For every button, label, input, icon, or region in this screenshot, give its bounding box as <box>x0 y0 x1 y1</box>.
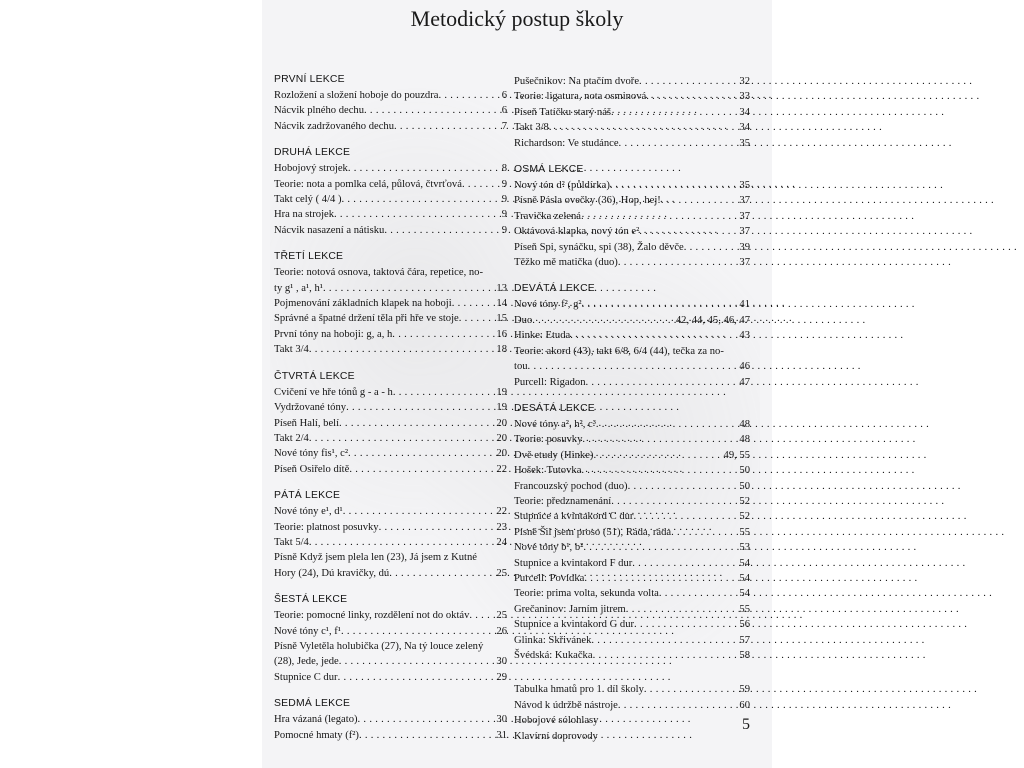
toc-entry-text: Píseň Halí, belí <box>274 417 340 429</box>
toc-entry-page: 37 <box>739 210 750 222</box>
toc-entry-text: Teorie: pomocné linky, rozdělení not do oktáv <box>274 610 470 622</box>
toc-entry <box>274 88 507 103</box>
toc-entry-text: Písně Vyletěla holubička (27), Na tý louce zelený <box>274 640 484 652</box>
section-heading: PÁTÁ LEKCE <box>274 490 341 502</box>
toc-entry-page: 57 <box>739 634 750 646</box>
toc-entry-text: Stupnice a kvintakord G dur <box>514 619 635 631</box>
toc-entry <box>274 712 507 727</box>
dot-leader <box>462 177 502 192</box>
toc-entry-page: 58 <box>739 650 750 661</box>
toc-entry-text: Nový tón d² (půldírka) <box>514 180 610 192</box>
dot-leader <box>392 327 496 342</box>
toc-entry-text: Nové tóny f², g² <box>514 299 582 311</box>
dot-leader <box>438 88 501 103</box>
toc-entry-page: 54 <box>739 572 750 584</box>
toc-entry <box>514 571 750 586</box>
toc-entry <box>274 566 507 581</box>
dot-leader <box>343 504 497 519</box>
dot-leader <box>639 74 739 89</box>
dot-leader <box>633 509 739 524</box>
toc-section <box>274 594 507 685</box>
toc-entry <box>274 624 507 639</box>
toc-entry <box>514 375 750 390</box>
toc-entry <box>274 342 507 357</box>
toc-entry-text: Stupnice a kvintakord F dur <box>514 557 633 569</box>
dot-leader <box>582 297 740 312</box>
toc-entry-text: Teorie: ligatura, nota osminová <box>514 91 647 103</box>
dot-leader <box>618 255 740 270</box>
section-heading: SEDMÁ LEKCE <box>274 698 351 710</box>
toc-entry <box>514 648 750 663</box>
toc-entry-page: 29 <box>496 671 507 683</box>
toc-entry-text: Návod k údržbě nástroje <box>514 699 618 711</box>
toc-entry-page: 52 <box>739 495 750 507</box>
toc-entry-text: Pomocné hmaty (f²) <box>274 729 359 741</box>
toc-entry-page: 37 <box>739 226 750 238</box>
toc-section <box>274 74 507 134</box>
toc-entry <box>274 119 507 134</box>
toc-entry <box>514 178 750 193</box>
toc-entry-text: Duo <box>514 314 533 326</box>
section-heading: OSMÁ LEKCE <box>514 164 584 176</box>
toc-entry <box>514 120 750 135</box>
toc-entry-text: Stupnice C dur <box>274 671 338 683</box>
toc-entry-text: Hobojové sólohlasy <box>514 715 599 727</box>
toc-entry <box>274 192 507 207</box>
toc-entry-text: Teorie: prima volta, sekunda volta <box>514 588 659 600</box>
toc-section <box>514 283 750 389</box>
toc-entry-text: Hory (24), Dú kravičky, dú <box>274 567 390 579</box>
toc-entry <box>514 224 750 239</box>
toc-entry-page: 52 <box>739 511 750 523</box>
toc-entry-page: 32 <box>739 76 750 87</box>
toc-entry-text: Teorie: akord (43), takt 6/8, 6/4 (44), tečka za no- <box>514 345 724 357</box>
toc-section <box>514 403 750 664</box>
toc-entry-text: Nové tóny c¹, f¹ <box>274 625 341 637</box>
toc-entry <box>274 103 507 118</box>
dot-leader <box>339 654 497 669</box>
toc-entry-page: 35 <box>739 180 750 192</box>
dot-leader <box>581 209 739 224</box>
toc-entry <box>514 602 750 617</box>
toc-entry-page: 35 <box>739 137 750 149</box>
toc-entry-page: 50 <box>739 480 750 492</box>
toc-entry-text: Švédská: Kukačka <box>514 650 593 661</box>
page-title: Metodický postup školy <box>410 6 624 31</box>
section-heading: DEVÁTÁ LEKCE <box>514 283 595 295</box>
dot-leader <box>346 400 496 415</box>
toc-entry-page: 60 <box>739 699 750 711</box>
toc-entry-page: 31 <box>496 729 507 741</box>
toc-entry-page: 18 <box>496 344 507 356</box>
toc-entry-text: Pušečnikov: Na ptačím dvoře <box>514 76 640 87</box>
toc-entry-text: Takt 5/4 <box>274 536 309 548</box>
toc-entry <box>514 105 750 120</box>
toc-entry <box>514 540 750 555</box>
toc-entry-text: Těžko mě matička (duo) <box>514 257 618 269</box>
dot-leader <box>661 193 740 208</box>
toc-entry-text: tou <box>514 361 528 373</box>
toc-entry-page: 20 <box>496 432 507 444</box>
toc-entry-text: Hra vázaná (legato) <box>274 714 358 726</box>
dot-leader <box>610 178 740 193</box>
toc-entry-text: Nové tóny fis¹, c² <box>274 448 349 460</box>
dot-leader <box>364 103 502 118</box>
toc-entry-page: 37 <box>739 257 750 269</box>
dot-leader <box>342 192 502 207</box>
toc-entry <box>514 297 750 312</box>
dot-leader <box>309 431 497 446</box>
toc-entry <box>274 670 507 685</box>
toc-entry-page: 43 <box>739 330 750 342</box>
toc-entry-text: Teorie: nota a pomlka celá, půlová, čtvrťová <box>274 178 462 190</box>
toc-entry-page: 19 <box>496 402 507 414</box>
toc-entry-text: Píseň Spi, synáčku, spi (38), Žalo děvče <box>514 241 684 253</box>
toc-entry <box>514 417 750 432</box>
toc-entry-text: Tabulka hmatů pro 1. díl školy <box>514 684 644 696</box>
toc-entry <box>274 281 507 296</box>
toc-entry-page: 13 <box>496 282 507 294</box>
toc-entry-page: 55 <box>739 526 750 538</box>
dot-leader <box>639 224 739 239</box>
toc-entry-page: 50 <box>739 465 750 477</box>
toc-entry-page: 15 <box>496 313 507 325</box>
toc-entry <box>514 448 750 463</box>
toc-entry-page: 49, 55 <box>723 449 750 461</box>
toc-entry-text: Grečaninov: Jarním jitrem <box>514 603 626 615</box>
toc-entry-text: Správné a špatné držení těla při hře ve stoje <box>274 313 459 325</box>
toc-section <box>514 74 750 151</box>
toc-entry-page: 59 <box>739 684 750 696</box>
toc-entry-text: Teorie: notová osnova, taktová čára, repetice, no- <box>274 267 483 279</box>
toc-entry <box>274 327 507 342</box>
toc-entry-text: Hra na strojek <box>274 209 335 221</box>
dot-leader <box>384 223 501 238</box>
toc-entry-page: 25 <box>496 567 507 579</box>
toc-entry-text: Purcell: Rigadon <box>514 376 586 388</box>
toc-entry-text: Teorie: platnost posuvky <box>274 521 379 533</box>
toc-entry <box>274 400 507 415</box>
toc-entry-text: Pojmenování základních klapek na hoboji <box>274 298 452 310</box>
toc-entry-text: Klavírní doprovody <box>514 730 598 742</box>
toc-entry-page: 6 <box>501 90 507 101</box>
dot-leader <box>632 556 739 571</box>
dot-leader <box>394 119 502 134</box>
page-number: 5 <box>742 716 750 733</box>
toc-entry-text: Nácvik zadržovaného dechu <box>274 120 395 132</box>
dot-leader <box>528 359 740 374</box>
toc-entry-page: 7 <box>501 120 507 132</box>
toc-entry <box>514 193 750 208</box>
dot-leader <box>628 479 740 494</box>
toc-entry-page: 20 <box>496 417 507 429</box>
dot-leader <box>323 281 496 296</box>
section-heading: DRUHÁ LEKCE <box>274 147 351 159</box>
dot-leader <box>659 586 740 601</box>
dot-leader <box>452 296 497 311</box>
toc-entry <box>514 463 750 478</box>
toc-entry-text: Hinke: Etuda <box>514 330 571 342</box>
toc-entry-text: Písně Když jsem plela len (23), Já jsem z Kutné <box>274 552 477 564</box>
toc-entry-page: 42, 44, 45, 46, 47 <box>675 314 750 326</box>
dot-leader <box>626 602 740 617</box>
dot-leader <box>586 375 740 390</box>
toc-entry-page: 30 <box>496 656 507 668</box>
dot-leader <box>532 313 676 328</box>
toc-entry-text: Nové tóny e¹, d¹ <box>274 506 343 518</box>
dot-leader <box>309 535 497 550</box>
toc-entry-page: 9 <box>501 209 507 221</box>
toc-entry <box>274 535 507 550</box>
dot-leader <box>582 432 739 447</box>
toc-entry <box>514 209 750 224</box>
dot-leader <box>359 728 496 743</box>
toc-entry <box>514 494 750 509</box>
toc-entry-text: Glinka: Skřivánek <box>514 634 592 646</box>
toc-entry-page: 41 <box>739 299 750 311</box>
dot-leader <box>591 633 739 648</box>
dot-leader <box>469 608 496 623</box>
dot-leader <box>339 416 496 431</box>
toc-entry <box>514 509 750 524</box>
toc-entry-page: 54 <box>739 588 750 600</box>
toc-entry-text: ty g¹ , a¹, h¹ <box>274 282 323 294</box>
toc-entry <box>514 432 750 447</box>
toc-entry <box>514 633 750 648</box>
toc-entry-text: Teorie: posuvky <box>514 434 583 446</box>
toc-entry <box>274 654 507 669</box>
toc-entry-page: 22 <box>496 506 507 518</box>
toc-entry-page: 23 <box>496 521 507 533</box>
toc-entry <box>514 359 750 374</box>
toc-entry <box>274 462 507 477</box>
dot-leader <box>459 311 497 326</box>
toc-entry-text: Stupnice a kvintakord C dur <box>514 511 634 523</box>
toc-entry <box>274 385 507 400</box>
toc-entry <box>514 586 750 601</box>
dot-leader <box>348 446 496 461</box>
toc-entry-text: Cvičení ve hře tónů g - a - h <box>274 386 393 398</box>
toc-entry-page: 30 <box>496 714 507 726</box>
toc-entry-page: 25 <box>496 610 507 622</box>
toc-entry-page: 9 <box>501 194 507 206</box>
toc-entry-text: První tóny na hoboji: g, a, h <box>274 328 393 340</box>
toc-entry <box>274 446 507 461</box>
section-heading: TŘETÍ LEKCE <box>274 251 344 263</box>
toc-entry-page: 47 <box>739 376 750 388</box>
toc-entry-page: 26 <box>496 625 507 637</box>
section-heading: PRVNÍ LEKCE <box>274 74 345 85</box>
toc-entry-page: 54 <box>739 557 750 569</box>
toc-entry-page: 55 <box>739 603 750 615</box>
toc-entry-page: 34 <box>739 106 750 118</box>
dot-leader <box>338 670 497 685</box>
toc-entry-page: 20 <box>496 448 507 460</box>
toc-entry-page: 14 <box>496 298 507 310</box>
toc-entry <box>514 525 750 540</box>
toc-entry-page: 6 <box>501 105 507 117</box>
toc-entry-text: Hobojový strojek <box>274 163 348 175</box>
toc-entry-text: Písně Šil jsem proso (51), Ráda, ráda <box>514 526 672 538</box>
dot-leader <box>309 342 497 357</box>
toc-section <box>274 371 507 477</box>
toc-entry-page: 56 <box>739 619 750 631</box>
toc-entry-text: Richardson: Ve studánce <box>514 137 619 149</box>
toc-section <box>274 251 507 357</box>
toc-entry-text: Takt 3/8 <box>514 122 549 134</box>
toc-entry-text: Píseň Tatíčku starý náš <box>514 106 612 118</box>
toc-entry-text: Nové tóny b¹, b² <box>514 542 584 554</box>
dot-leader <box>358 712 497 727</box>
toc-entry-text: Takt celý ( 4/4 ) <box>274 194 342 206</box>
dot-leader <box>348 161 502 176</box>
toc-section <box>274 147 507 238</box>
toc-entry <box>514 682 750 697</box>
toc-entry-text: Dvě etudy (Hinke) <box>514 449 594 461</box>
toc-entry-page: 46 <box>739 361 750 373</box>
dot-leader <box>619 136 740 151</box>
dot-leader <box>583 540 739 555</box>
dot-leader <box>341 624 496 639</box>
toc-entry-text: Takt 3/4 <box>274 344 309 356</box>
toc-entry <box>514 698 750 713</box>
dot-leader <box>684 240 740 255</box>
section-heading: DESÁTÁ LEKCE <box>514 402 595 414</box>
toc-section <box>514 164 750 270</box>
toc-entry <box>274 161 507 176</box>
dot-leader <box>593 448 723 463</box>
toc-entry <box>514 240 750 255</box>
toc-entry-page: 19 <box>496 386 507 398</box>
dot-leader <box>596 417 740 432</box>
toc-entry-page: 9 <box>501 178 507 190</box>
toc-entry <box>514 136 750 151</box>
toc-section <box>514 682 750 744</box>
toc-entry <box>274 431 507 446</box>
toc-entry <box>514 255 750 270</box>
toc-section <box>274 698 507 743</box>
dot-leader <box>570 328 739 343</box>
dot-leader <box>634 617 739 632</box>
toc-entry-text: Francouzský pochod (duo) <box>514 480 628 492</box>
section-heading: ČTVRTÁ LEKCE <box>274 370 355 382</box>
toc-entry <box>514 89 750 104</box>
toc-entry <box>274 177 507 192</box>
toc-entry-text: Teorie: předznamenání <box>514 495 612 507</box>
dot-leader <box>644 682 740 697</box>
toc-entry <box>514 74 750 89</box>
toc-entry <box>514 556 750 571</box>
toc-entry-page: 37 <box>739 195 750 207</box>
toc-entry-text: Hošek: Tutovka <box>514 465 582 477</box>
dot-leader <box>393 385 497 400</box>
dot-leader <box>379 520 497 535</box>
section-heading: ŠESTÁ LEKCE <box>274 594 348 606</box>
toc-entry-text: Nácvik plného dechu <box>274 105 365 117</box>
toc-entry-page: 48 <box>739 418 750 430</box>
toc-entry-text: Vydržované tóny <box>274 402 347 414</box>
toc-entry-page: 9 <box>501 224 507 236</box>
toc-entry <box>274 223 507 238</box>
toc-entry-page: 8 <box>501 163 507 175</box>
toc-entry-text: Píseň Osiřelo dítě <box>274 463 350 475</box>
toc-entry <box>274 728 507 743</box>
toc-entry-page: 48 <box>739 434 750 446</box>
dot-leader <box>593 648 740 663</box>
dot-leader <box>581 463 739 478</box>
toc-entry <box>274 416 507 431</box>
dot-leader <box>611 494 739 509</box>
dot-leader <box>618 698 740 713</box>
dot-leader <box>584 571 739 586</box>
dot-leader <box>549 120 740 135</box>
toc-entry-page: 34 <box>739 122 750 134</box>
toc-entry <box>274 207 507 222</box>
toc-entry-text: Nové tóny a², h², c³ <box>514 418 596 430</box>
dot-leader <box>671 525 739 540</box>
toc-entry <box>274 504 507 519</box>
dot-leader <box>349 462 496 477</box>
toc-entry-text: Travička zelená <box>514 210 581 222</box>
toc-entry-page: 33 <box>739 91 750 103</box>
toc-entry-text: Písně Pásla ovečky (36), Hop, hej! <box>514 195 661 207</box>
toc-entry-text: Purcell: Povídka <box>514 572 585 584</box>
toc-left-column <box>274 74 507 743</box>
toc-entry-page: 24 <box>496 536 507 548</box>
toc-section <box>274 490 507 581</box>
toc-entry <box>514 617 750 632</box>
toc-entry-text: Takt 2/4 <box>274 432 309 444</box>
toc-entry-page: 39 <box>739 241 750 253</box>
toc-entry-text: Rozložení a složení hoboje do pouzdra <box>274 90 439 101</box>
toc-entry <box>514 479 750 494</box>
toc-entry <box>274 520 507 535</box>
toc-entry-page: 53 <box>739 542 750 554</box>
dot-leader <box>334 207 502 222</box>
toc-entry <box>274 296 507 311</box>
dot-leader <box>389 566 496 581</box>
dot-leader <box>611 105 739 120</box>
toc-entry-page: 22 <box>496 463 507 475</box>
toc-entry-text: Nácvik nasazení a nátisku <box>274 224 385 236</box>
toc-entry-text: (28), Jede, jede <box>274 656 339 668</box>
toc-entry <box>514 313 750 328</box>
toc-right-column <box>514 74 750 744</box>
toc-entry <box>274 608 507 623</box>
toc-entry-text: Oktávová klapka, nový tón e² <box>514 226 640 238</box>
toc-entry <box>274 311 507 326</box>
toc-entry-page: 16 <box>496 328 507 340</box>
dot-leader <box>646 89 739 104</box>
toc-entry <box>514 328 750 343</box>
